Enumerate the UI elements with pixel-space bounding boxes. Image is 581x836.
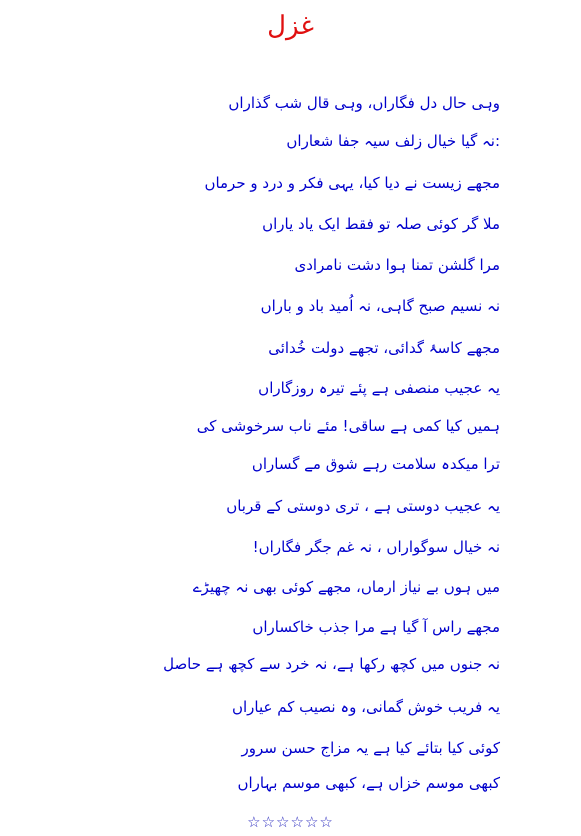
poem-line: ملا گر کوئی صلہ تو فقط ایک یاد یاراں [262,215,500,233]
poem-line: کوئی کیا بتائے کیا ہے یہ مزاج حسن سرور [241,739,500,757]
poem-line: میں ہوں بے نیاز ارماں، مجھے کوئی بھی نہ چھیڑے [192,578,500,596]
poem-line: نہ جنوں میں کچھ رکھا ہے، نہ خرد سے کچھ ہے حاصل [163,655,500,673]
poem-title: غزل [267,11,314,41]
poem-line: مجھے کاسۂ گدائی، تجھے دولت خُدائی [268,339,500,357]
poem-line: کبھی موسم خزاں ہے، کبھی موسم بہاراں [237,774,500,792]
poem-line: مجھے راس آ گیا ہے مرا جذب خاکساراں [252,618,500,636]
poem-line: ہمیں کیا کمی ہے ساقی! مئے ناب سرخوشی کی [196,417,500,435]
star-divider: ☆☆☆☆☆☆ [247,813,334,831]
poem-line: یہ فریب خوش گمانی، وہ نصیب کم عیاراں [232,698,500,716]
poem-line: نہ خیال سوگواراں ، نہ غم جگر فگاراں! [252,538,500,556]
poem-line: :نہ گیا خیال زلف سیہ جفا شعاراں [286,132,500,150]
poem-line: مجھے زیست نے دیا کیا، یہی فکر و درد و حرماں [204,174,500,192]
poem-line: وہی حال دل فگاراں، وہی قال شب گذاراں [228,94,500,112]
poem-line: نہ نسیم صبح گاہی، نہ اُمید باد و باراں [260,297,500,315]
poem-line: ترا میکدہ سلامت رہے شوق مے گساراں [251,455,500,473]
poem-line: یہ عجیب دوستی ہے ، تری دوستی کے قرباں [226,497,500,515]
poem-line: مرا گلشن تمنا ہوا دشت نامرادی [294,256,500,274]
poem-line: یہ عجیب منصفی ہے پئے تیرہ روزگاراں [258,379,500,397]
